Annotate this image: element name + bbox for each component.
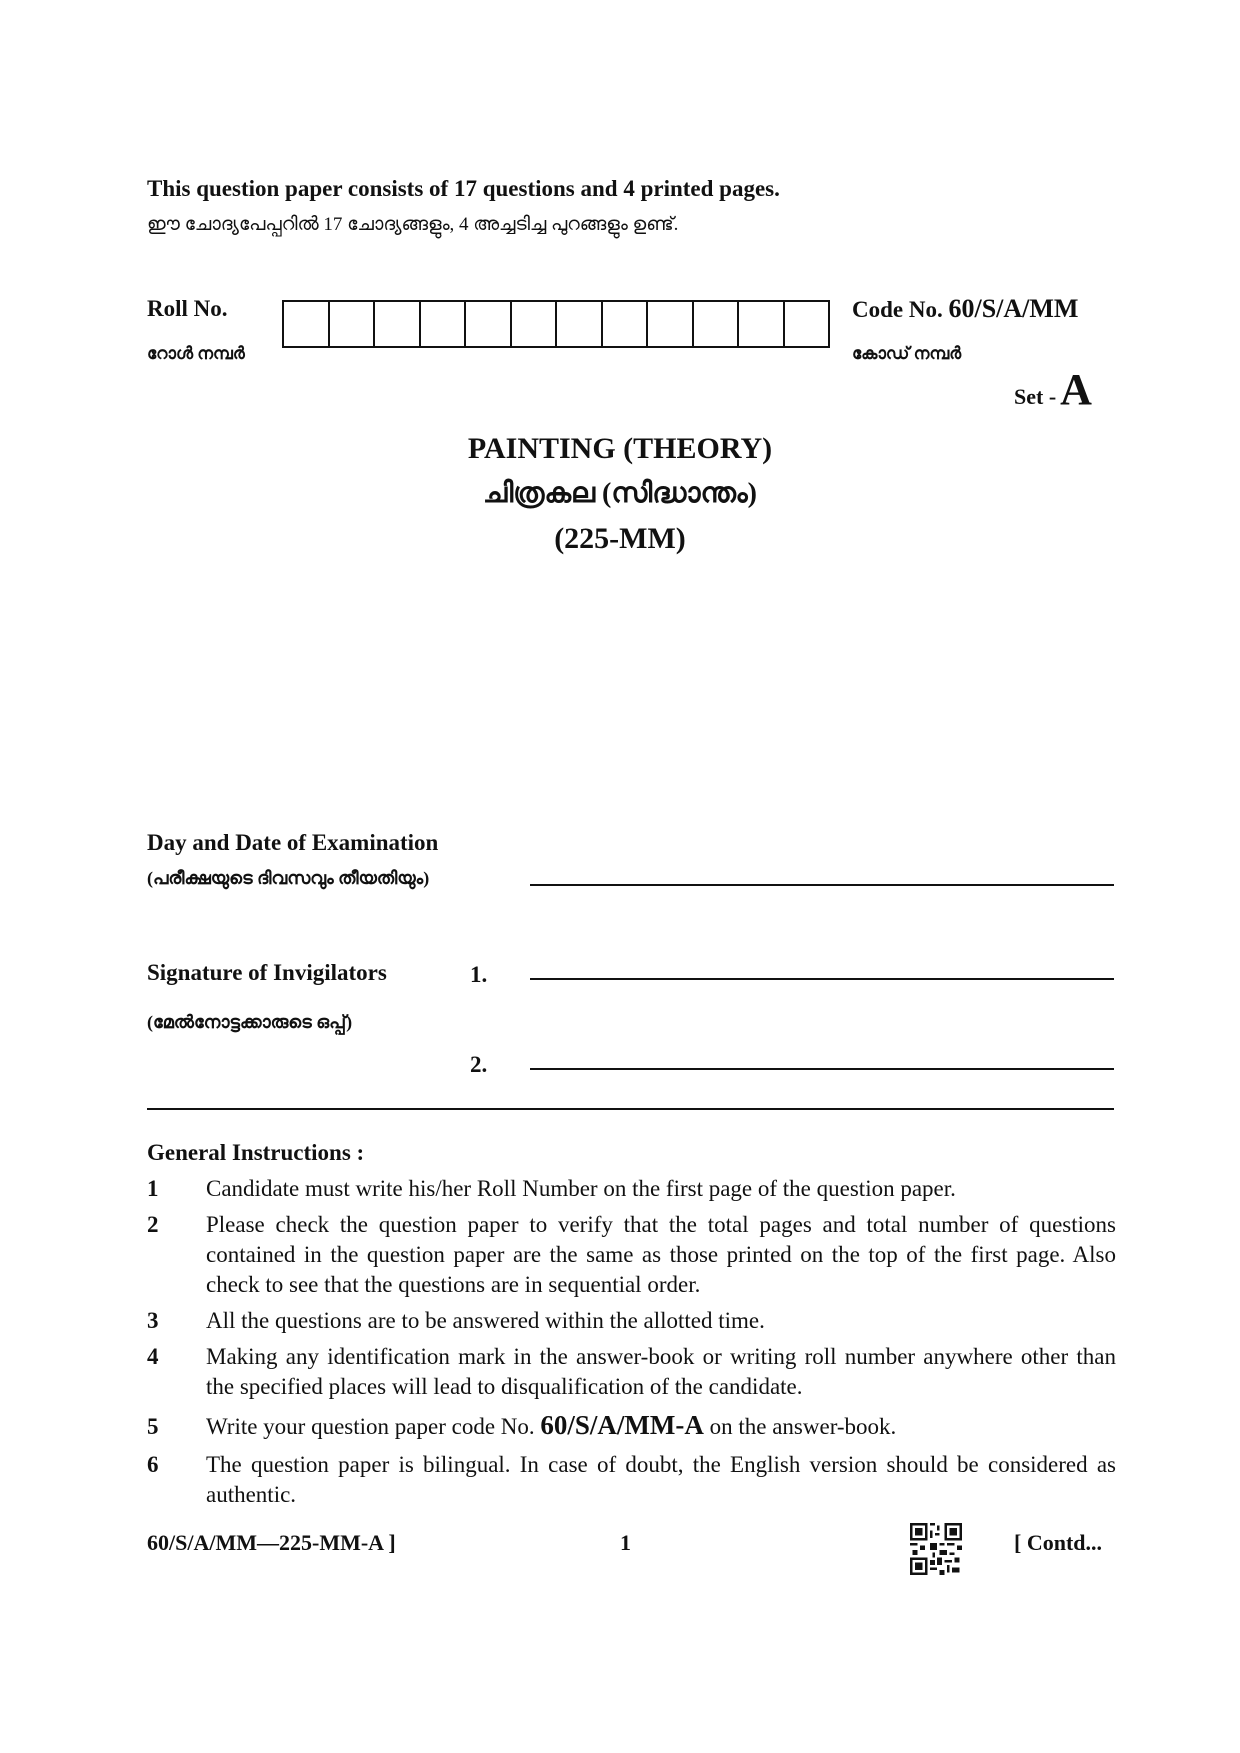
roll-box[interactable] [421, 302, 467, 346]
footer-code: 60/S/A/MM—225-MM-A ] [147, 1530, 396, 1555]
roll-box[interactable] [785, 302, 829, 346]
signature-1-number: 1. [470, 962, 488, 987]
roll-box[interactable] [603, 302, 649, 346]
roll-box[interactable] [557, 302, 603, 346]
roll-box[interactable] [648, 302, 694, 346]
instruction-text-after: on the answer-book. [709, 1414, 897, 1439]
roll-box[interactable] [330, 302, 376, 346]
paper-consists-en: This question paper consists of 17 questions and 4 printed pages. [147, 176, 780, 201]
code-no-value: 60/S/A/MM [948, 294, 1079, 323]
instruction-number: 5 [147, 1414, 159, 1439]
day-date-label: Day and Date of Examination [147, 830, 439, 855]
qr-code-icon [910, 1523, 962, 1575]
instruction-text: Please check the question paper to verify that the total pages and total number of questions contained in the question paper are the same as those printed on the top of the first page. Also check to see that the questions are in sequential order. [206, 1212, 1116, 1297]
section-divider [147, 1108, 1114, 1110]
code-no-label-ml: കോഡ് നമ്പർ [852, 344, 962, 363]
signature-2-number: 2. [470, 1052, 488, 1077]
roll-box[interactable] [694, 302, 740, 346]
subject-code: (225-MM) [554, 522, 686, 555]
instruction-number: 1 [147, 1176, 159, 1201]
signature-2-line[interactable] [530, 1068, 1114, 1070]
set-value: A [1060, 365, 1092, 414]
subject-title-en: PAINTING (THEORY) [467, 432, 773, 465]
paper-consists-ml: ഈ ചോദ്യപേപ്പറിൽ 17 ചോദ്യങ്ങളും, 4 അച്ചടിച്ച പുറങ്ങളും ഉണ്ട്. [147, 214, 679, 235]
instruction-text: All the questions are to be answered within the allotted time. [206, 1308, 765, 1333]
subject-title-ml: ചിത്രകല (സിദ്ധാന്തം) [483, 478, 757, 509]
roll-box[interactable] [284, 302, 330, 346]
roll-no-label-ml: റോൾ നമ്പർ [147, 344, 245, 363]
code-no [852, 294, 1078, 324]
instruction-text [206, 1410, 1116, 1442]
set-indicator [1014, 364, 1092, 415]
instruction-text: The question paper is bilingual. In case of doubt, the English version should be considered as authentic. [206, 1452, 1116, 1507]
roll-box[interactable] [375, 302, 421, 346]
instruction-number: 6 [147, 1452, 159, 1477]
page-number: 1 [620, 1530, 631, 1555]
roll-box[interactable] [739, 302, 785, 346]
roll-number-boxes[interactable] [282, 300, 830, 348]
instruction-text: Candidate must write his/her Roll Number on the first page of the question paper. [206, 1176, 956, 1201]
day-date-label-ml: (പരീക്ഷയുടെ ദിവസവും തീയതിയും) [147, 868, 430, 888]
day-date-line[interactable] [530, 884, 1114, 886]
roll-no-label: Roll No. [147, 296, 228, 321]
code-no-label: Code No. [852, 297, 943, 322]
roll-box[interactable] [466, 302, 512, 346]
roll-box[interactable] [512, 302, 558, 346]
signature-label-ml: (മേൽനോട്ടക്കാരുടെ ഒപ്പ്) [147, 1012, 353, 1032]
signature-label: Signature of Invigilators [147, 960, 387, 985]
signature-1-line[interactable] [530, 978, 1114, 980]
instruction-text-before: Write your question paper code No. [206, 1414, 535, 1439]
set-label: Set - [1014, 384, 1057, 409]
instruction-number: 2 [147, 1212, 159, 1237]
instructions-heading: General Instructions : [147, 1140, 365, 1165]
continued-label: [ Contd... [1014, 1530, 1103, 1555]
instruction-text: Making any identification mark in the answer-book or writing roll number anywhere other than the specified places will lead to disqualification of the candidate. [206, 1344, 1116, 1399]
instruction-number: 3 [147, 1308, 159, 1333]
answer-book-code: 60/S/A/MM-A [540, 1410, 704, 1440]
instruction-number: 4 [147, 1344, 159, 1369]
